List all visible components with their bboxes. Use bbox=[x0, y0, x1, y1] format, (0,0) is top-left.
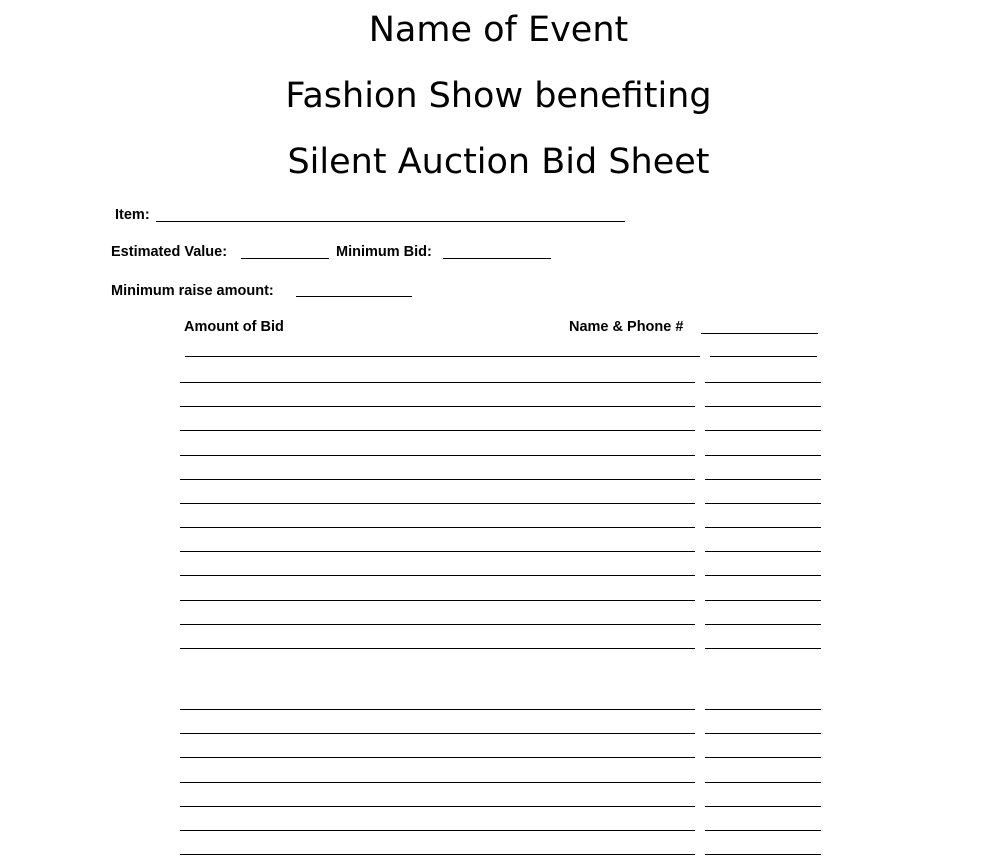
bid-amount-line[interactable] bbox=[180, 503, 568, 504]
bid-amount-line[interactable] bbox=[180, 575, 568, 576]
bidder-name-line-cont[interactable] bbox=[642, 406, 695, 407]
bidder-phone-line[interactable] bbox=[705, 503, 821, 504]
bid-amount-line[interactable] bbox=[180, 430, 568, 431]
bidder-name-line-cont[interactable] bbox=[642, 430, 695, 431]
bidder-name-line-cont[interactable] bbox=[642, 854, 695, 855]
bid-amount-line[interactable] bbox=[180, 479, 568, 480]
bidder-phone-line[interactable] bbox=[705, 430, 821, 431]
bidder-name-line[interactable] bbox=[568, 455, 642, 456]
bidder-name-line-cont[interactable] bbox=[642, 624, 695, 625]
bidder-name-line-cont[interactable] bbox=[642, 782, 695, 783]
bid-amount-line[interactable] bbox=[180, 624, 568, 625]
bidder-name-line-cont[interactable] bbox=[642, 382, 695, 383]
bid-amount-line[interactable] bbox=[180, 406, 568, 407]
bidder-phone-line[interactable] bbox=[705, 382, 821, 383]
header-rule-amount bbox=[185, 356, 572, 357]
bidder-name-line-cont[interactable] bbox=[642, 479, 695, 480]
bid-amount-line[interactable] bbox=[180, 648, 568, 649]
bidder-phone-line[interactable] bbox=[705, 648, 821, 649]
bidder-name-line[interactable] bbox=[568, 624, 642, 625]
bidder-phone-line[interactable] bbox=[705, 527, 821, 528]
bidder-phone-line[interactable] bbox=[705, 757, 821, 758]
bid-amount-line[interactable] bbox=[180, 455, 568, 456]
bidder-name-line[interactable] bbox=[568, 600, 642, 601]
bid-amount-line[interactable] bbox=[180, 551, 568, 552]
bidder-name-line-cont[interactable] bbox=[642, 806, 695, 807]
estimated-value-label: Estimated Value: bbox=[111, 244, 228, 260]
bid-amount-line[interactable] bbox=[180, 854, 568, 855]
bidder-name-line[interactable] bbox=[568, 806, 642, 807]
name-phone-header: Name & Phone # bbox=[569, 319, 684, 335]
bidder-name-line[interactable] bbox=[568, 830, 642, 831]
bidder-name-line[interactable] bbox=[568, 782, 642, 783]
bidder-name-line[interactable] bbox=[568, 430, 642, 431]
bidder-phone-line[interactable] bbox=[705, 575, 821, 576]
bidder-name-line-cont[interactable] bbox=[642, 600, 695, 601]
bidder-name-line-cont[interactable] bbox=[642, 551, 695, 552]
bidder-phone-line[interactable] bbox=[705, 455, 821, 456]
event-name-title: Name of Event bbox=[368, 10, 629, 50]
bidder-name-line[interactable] bbox=[568, 406, 642, 407]
bidder-name-line[interactable] bbox=[568, 709, 642, 710]
bidder-phone-line[interactable] bbox=[705, 479, 821, 480]
bidder-name-line[interactable] bbox=[568, 757, 642, 758]
bidder-name-line[interactable] bbox=[568, 503, 642, 504]
bidder-name-line-cont[interactable] bbox=[642, 757, 695, 758]
bid-amount-line[interactable] bbox=[180, 757, 568, 758]
bidder-name-line[interactable] bbox=[568, 648, 642, 649]
bidder-phone-line[interactable] bbox=[705, 600, 821, 601]
header-rule-name bbox=[572, 356, 700, 357]
header-rule-phone bbox=[710, 356, 817, 357]
item-label: Item: bbox=[115, 207, 150, 223]
bidder-phone-line[interactable] bbox=[705, 782, 821, 783]
bidder-name-line[interactable] bbox=[568, 575, 642, 576]
bid-sheet-title: Silent Auction Bid Sheet bbox=[287, 142, 710, 182]
minimum-raise-label: Minimum raise amount: bbox=[111, 283, 274, 299]
name-phone-header-line bbox=[701, 333, 818, 334]
minimum-bid-label: Minimum Bid: bbox=[336, 244, 432, 260]
bidder-phone-line[interactable] bbox=[705, 806, 821, 807]
event-subtitle: Fashion Show benefiting bbox=[285, 76, 712, 116]
bid-amount-line[interactable] bbox=[180, 382, 568, 383]
bidder-name-line[interactable] bbox=[568, 551, 642, 552]
minimum-raise-field-line[interactable] bbox=[296, 296, 412, 297]
bid-amount-line[interactable] bbox=[180, 830, 568, 831]
bidder-name-line[interactable] bbox=[568, 479, 642, 480]
bidder-name-line-cont[interactable] bbox=[642, 503, 695, 504]
bidder-phone-line[interactable] bbox=[705, 624, 821, 625]
bidder-name-line-cont[interactable] bbox=[642, 648, 695, 649]
bidder-name-line-cont[interactable] bbox=[642, 575, 695, 576]
bid-amount-line[interactable] bbox=[180, 527, 568, 528]
bidder-name-line[interactable] bbox=[568, 733, 642, 734]
bid-amount-line[interactable] bbox=[180, 709, 568, 710]
bid-amount-line[interactable] bbox=[180, 806, 568, 807]
bid-amount-line[interactable] bbox=[180, 733, 568, 734]
bidder-name-line-cont[interactable] bbox=[642, 733, 695, 734]
bidder-name-line[interactable] bbox=[568, 382, 642, 383]
bidder-phone-line[interactable] bbox=[705, 406, 821, 407]
bidder-phone-line[interactable] bbox=[705, 733, 821, 734]
minimum-bid-field-line[interactable] bbox=[443, 258, 551, 259]
bidder-name-line-cont[interactable] bbox=[642, 830, 695, 831]
bidder-name-line[interactable] bbox=[568, 527, 642, 528]
bid-amount-line[interactable] bbox=[180, 782, 568, 783]
bidder-name-line-cont[interactable] bbox=[642, 527, 695, 528]
bidder-name-line[interactable] bbox=[568, 854, 642, 855]
amount-of-bid-header: Amount of Bid bbox=[184, 319, 284, 335]
bid-amount-line[interactable] bbox=[180, 600, 568, 601]
item-field-line[interactable] bbox=[156, 221, 625, 222]
bidder-name-line-cont[interactable] bbox=[642, 455, 695, 456]
bidder-name-line-cont[interactable] bbox=[642, 709, 695, 710]
bidder-phone-line[interactable] bbox=[705, 830, 821, 831]
bidder-phone-line[interactable] bbox=[705, 854, 821, 855]
bidder-phone-line[interactable] bbox=[705, 551, 821, 552]
estimated-value-field-line[interactable] bbox=[241, 258, 329, 259]
bidder-phone-line[interactable] bbox=[705, 709, 821, 710]
